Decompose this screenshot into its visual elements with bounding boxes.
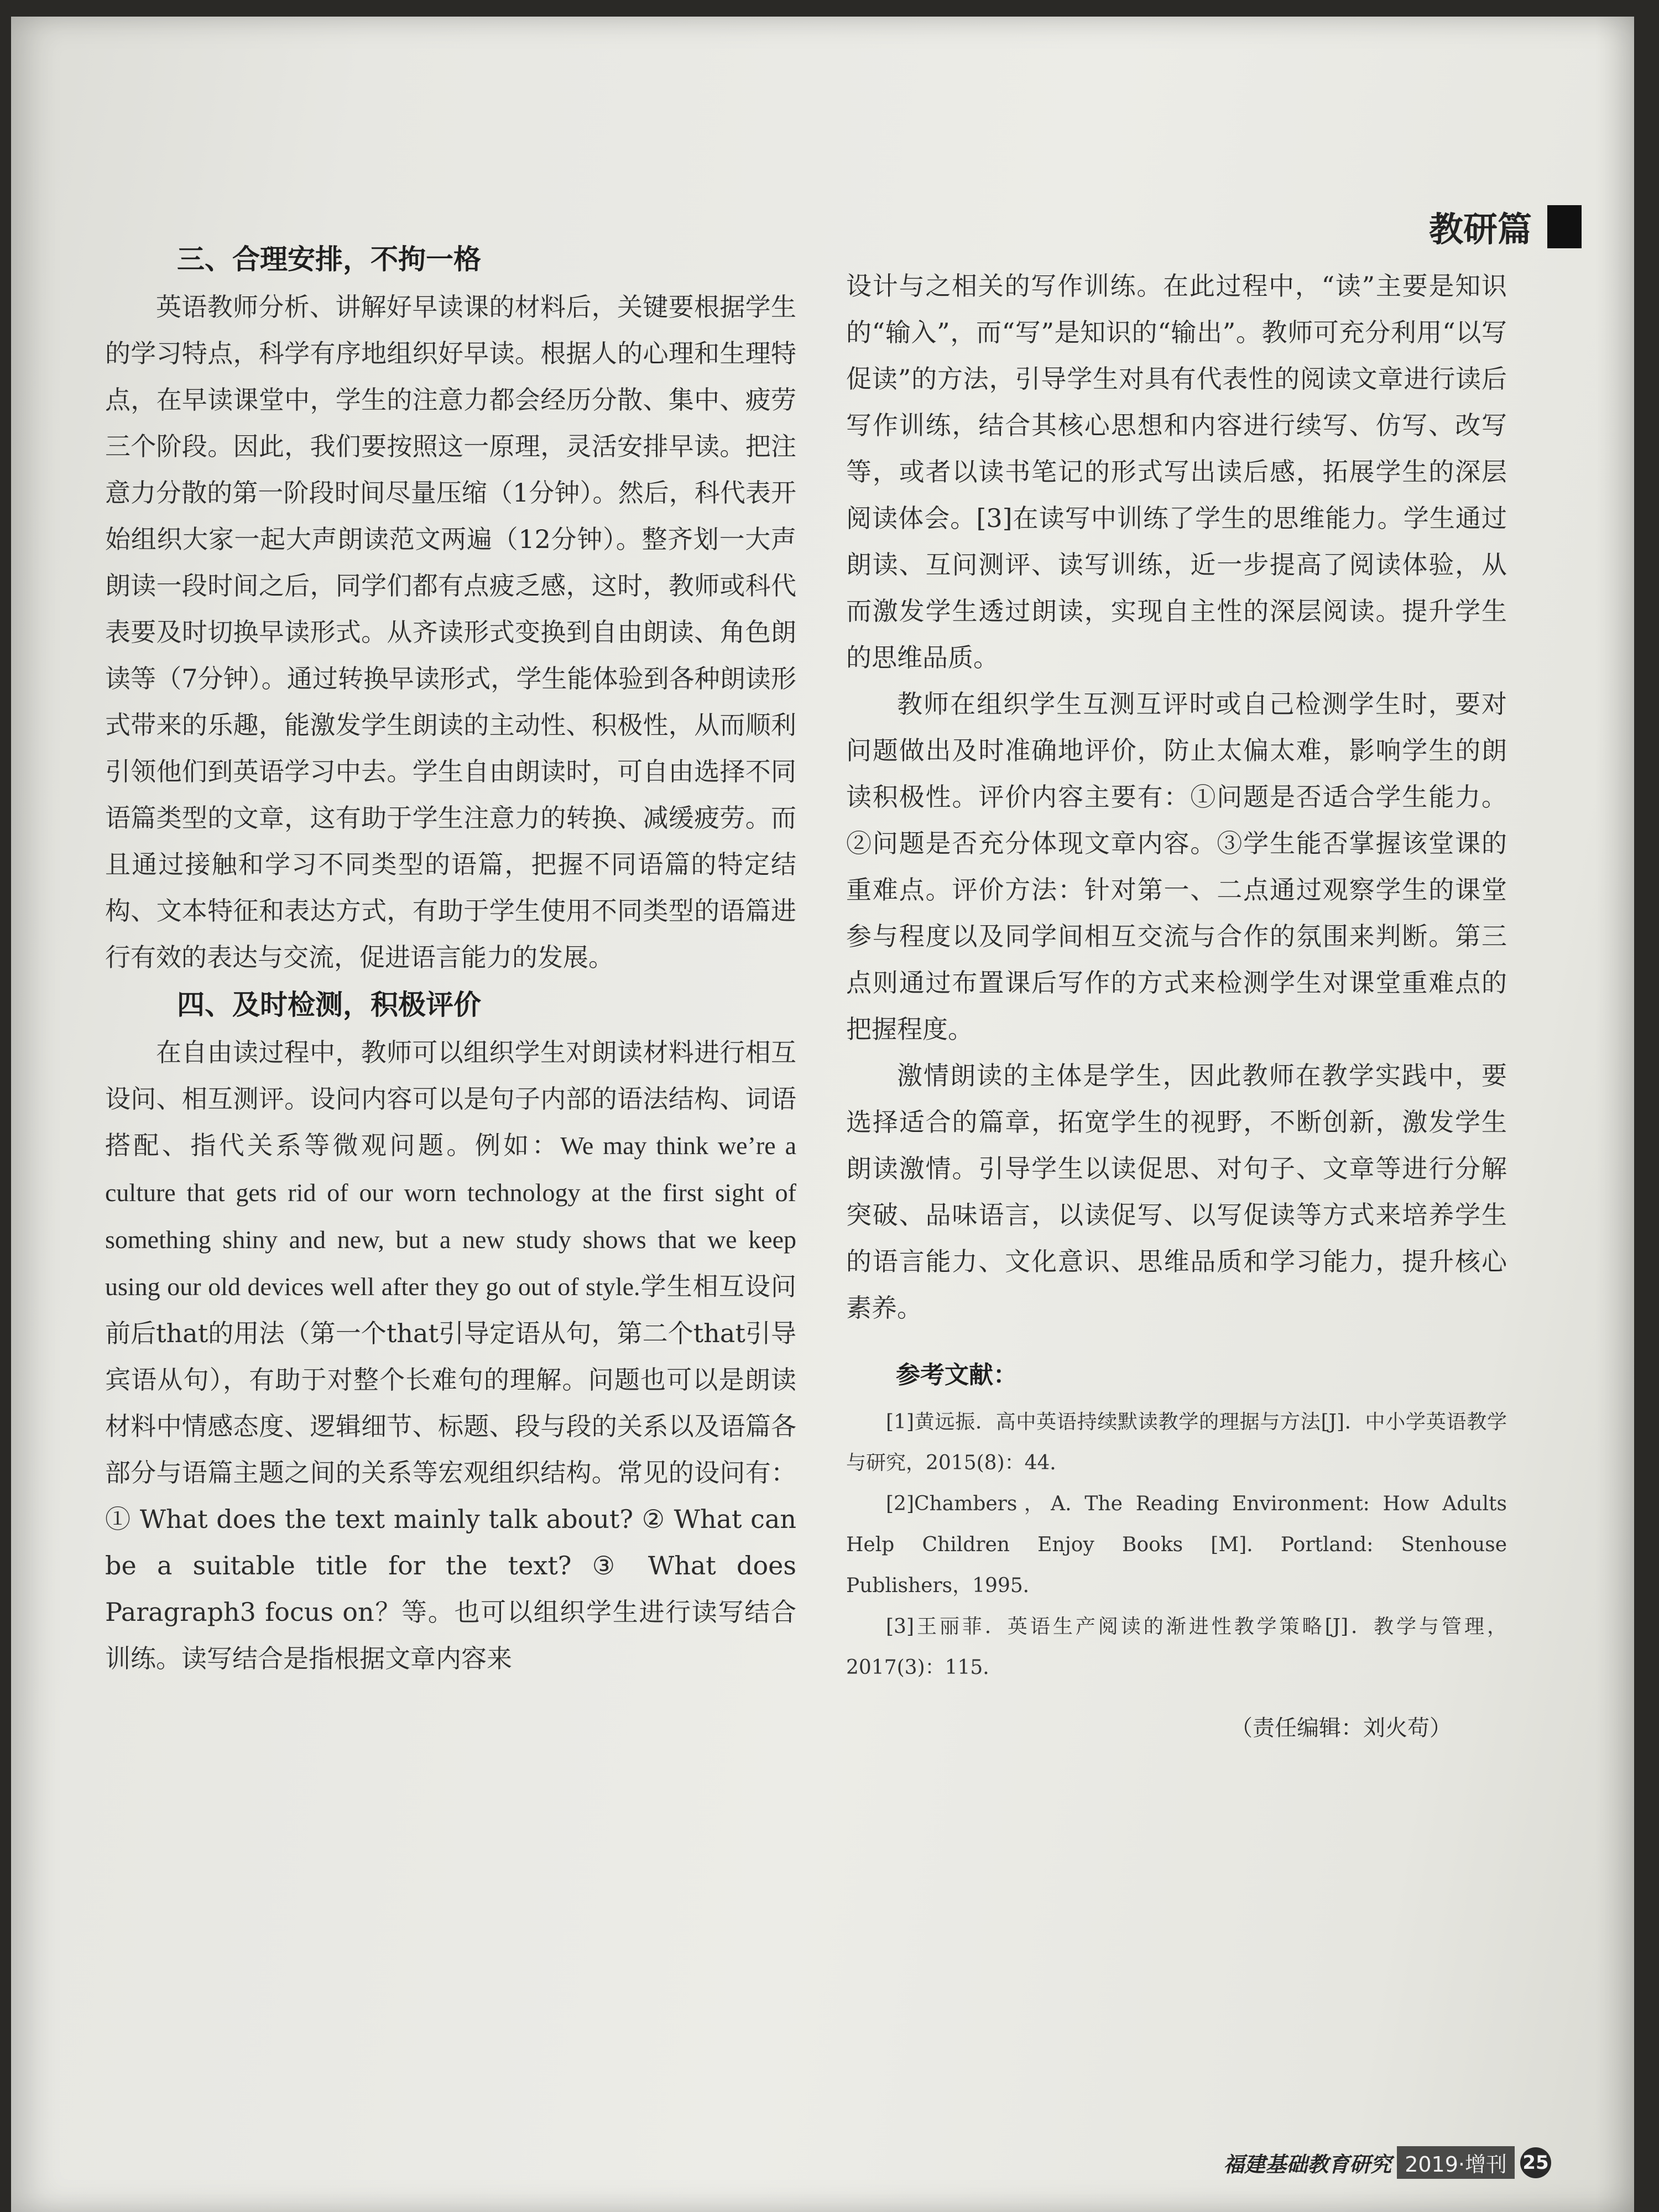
reference-item: [2]Chambers，A. The Reading Environment: How Adults Help Children Enjoy Books [M]. Portland: Stenhouse Publishers，1995．	[846, 1493, 1507, 1597]
responsible-editor: （责任编辑：刘火苟）	[1230, 1715, 1452, 1741]
paragraph	[105, 1029, 796, 1682]
page-number: 25	[1520, 2147, 1551, 2178]
section-heading-4: 四、及时检测，积极评价	[177, 989, 481, 1021]
section-label: 教研篇	[1428, 209, 1532, 249]
paragraph: 激情朗读的主体是学生，因此教师在教学实践中，要选择适合的篇章，拓宽学生的视野，不断创新，激发学生朗读激情。引导学生以读促思、对句子、文章等进行分解突破、品味语言，以读促写、以写促读等方式来培养学生的语言能力、文化意识、思维品质和学习能力，提升核心素养。	[846, 1061, 1507, 1323]
section-marker-block	[1547, 205, 1582, 248]
reference-item: [3]王丽菲．英语生产阅读的渐进性教学策略[J]．教学与管理，2017(3)：115．	[846, 1615, 1507, 1679]
issue-label: 2019·增刊	[1397, 2146, 1515, 2179]
right-column	[846, 263, 1507, 1742]
section-tag	[1429, 202, 1582, 251]
journal-page	[11, 17, 1634, 2212]
section-heading-3: 三、合理安排，不拘一格	[177, 243, 481, 275]
references-title: 参考文献：	[896, 1361, 1018, 1389]
reference-item: [1]黄远振．高中英语持续默读教学的理据与方法[J]．中小学英语教学与研究，2015(8)：44．	[846, 1411, 1507, 1474]
paragraph: 英语教师分析、讲解好早读课的材料后，关键要根据学生的学习特点，科学有序地组织好早读。根据人的心理和生理特点，在早读课堂中，学生的注意力都会经历分散、集中、疲劳三个阶段。因此，我们要按照这一原理，灵活安排早读。把注意力分散的第一阶段时间尽量压缩（1分钟）。然后，科代表开始组织大家一起大声朗读范文两遍（12分钟）。整齐划一大声朗读一段时间之后，同学们都有点疲乏感，这时，教师或科代表要及时切换早读形式。从齐读形式变换到自由朗读、角色朗读等（7分钟）。通过转换早读形式，学生能体验到各种朗读形式带来的乐趣，能激发学生朗读的主动性、积极性，从而顺利引领他们到英语学习中去。学生自由朗读时，可自由选择不同语篇类型的文章，这有助于学生注意力的转换、减缓疲劳。而且通过接触和学习不同类型的语篇，把握不同语篇的特定结构、文本特征和表达方式，有助于学生使用不同类型的语篇进行有效的表达与交流，促进语言能力的发展。	[105, 292, 796, 972]
paragraph-text: 学生相互设问前后that的用法（第一个that引导定语从句，第二个that引导宾语从句），有助于对整个长难句的理解。问题也可以是朗读材料中情感态度、逻辑细节、标题、段与段的关系以及语篇各部分与语篇主题之间的关系等宏观组织结构。常见的设问有：① What does the text mainly talk about? ② What can be a suitable title for the text? ③ What does Paragraph3 focus on？等。也可以组织学生进行读写结合训练。读写结合是指根据文章内容来	[105, 1271, 796, 1673]
left-column	[105, 235, 796, 1682]
page-footer	[1223, 2146, 1551, 2179]
journal-name: 福建基础教育研究	[1223, 2152, 1392, 2177]
english-example: We may think we’re a culture that gets rid of our worn technology at the first sight of something shiny and new, but a new study shows that we keep using our old devices well after they go out of style.	[105, 1131, 796, 1301]
paragraph-text: 在自由读过程中，教师可以组织学生对朗读材料进行相互设问、相互测评。设问内容可以是句子内部的语法结构、词语搭配、指代关系等微观问题。例如：	[105, 1037, 796, 1160]
paragraph: 教师在组织学生互测互评时或自己检测学生时，要对问题做出及时准确地评价，防止太偏太难，影响学生的朗读积极性。评价内容主要有：①问题是否适合学生能力。②问题是否充分体现文章内容。③学生能否掌握该堂课的重难点。评价方法：针对第一、二点通过观察学生的课堂参与程度以及同学间相互交流与合作的氛围来判断。第三点则通过布置课后写作的方式来检测学生对课堂重难点的把握程度。	[846, 689, 1507, 1044]
paragraph: 设计与之相关的写作训练。在此过程中，“读”主要是知识的“输入”，而“写”是知识的“输出”。教师可充分利用“以写促读”的方法，引导学生对具有代表性的阅读文章进行读后写作训练，结合其核心思想和内容进行续写、仿写、改写等，或者以读书笔记的形式写出读后感，拓展学生的深层阅读体会。[3]在读写中训练了学生的思维能力。学生通过朗读、互问测评、读写训练，近一步提高了阅读体验，从而激发学生透过朗读，实现自主性的深层阅读。提升学生的思维品质。	[846, 271, 1507, 672]
